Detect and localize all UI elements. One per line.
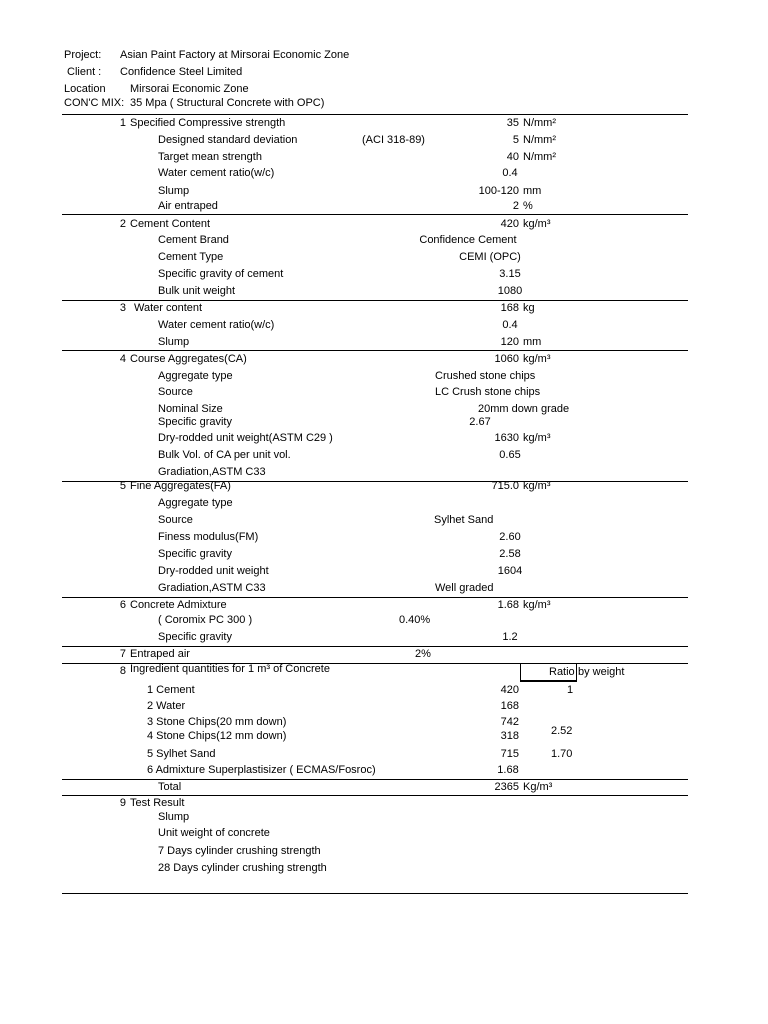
divider [62, 114, 688, 115]
row-label: Bulk Vol. of CA per unit vol. [158, 449, 291, 461]
row-value: Confidence Cement [419, 234, 517, 246]
row-label: Air entraped [158, 200, 218, 212]
row-value: 100-120 [478, 185, 519, 197]
section-unit: N/mm² [523, 117, 556, 129]
row-label: Dry-rodded unit weight(ASTM C29 ) [158, 432, 333, 444]
ingredient-value: 420 [500, 684, 519, 696]
section-value: 715.0 [491, 480, 519, 492]
divider [62, 214, 688, 215]
row-value: 2.67 [469, 416, 491, 428]
row-value: 40 [506, 151, 519, 163]
row-label: Cement Type [158, 251, 224, 263]
project-label: Project: [64, 49, 102, 61]
row-label: Gradiation,ASTM C33 [158, 582, 266, 594]
row-label: Cement Brand [158, 234, 229, 246]
row-value: 2.58 [499, 548, 521, 560]
ingredient-value: 1.68 [497, 764, 519, 776]
row-value: LC Crush stone chips [435, 386, 541, 398]
total-unit: Kg/m³ [523, 781, 553, 793]
row-label: Nominal Size [158, 403, 223, 415]
row-label: Slump [158, 811, 190, 823]
row-unit: N/mm² [523, 151, 556, 163]
section-unit: kg [523, 302, 535, 314]
ingredient-label: 3 Stone Chips(20 mm down) [147, 716, 287, 728]
row-unit: mm [523, 336, 542, 348]
section-number: 4 [119, 353, 126, 365]
section-title: Entraped air [130, 648, 190, 660]
ingredient-label: 2 Water [147, 700, 186, 712]
divider [62, 893, 688, 894]
row-value: Well graded [435, 582, 494, 594]
client-label: Client : [67, 66, 102, 78]
row-label: Unit weight of concrete [158, 827, 270, 839]
section-number: 3 [119, 302, 126, 314]
stone-chips-ratio: 2.52 [551, 725, 573, 737]
section-value: 1060 [494, 353, 519, 365]
row-label: Specific gravity of cement [158, 268, 284, 280]
row-value: 2 [512, 200, 519, 212]
ingredient-value: 742 [500, 716, 519, 728]
ingredient-label: 5 Sylhet Sand [147, 748, 216, 760]
divider [62, 795, 688, 796]
row-value: 5 [512, 134, 519, 146]
row-label: Source [158, 514, 193, 526]
section-unit: kg/m³ [523, 599, 551, 611]
section-number: 2 [119, 218, 126, 230]
row-value: 1.2 [502, 631, 518, 643]
row-reference: (ACI 318-89) [362, 134, 425, 146]
row-label: Source [158, 386, 193, 398]
section-number: 6 [119, 599, 126, 611]
row-value: 1080 [497, 285, 523, 297]
row-label: Specific gravity [158, 631, 232, 643]
section-title: Water content [134, 302, 203, 314]
section-value: 420 [500, 218, 519, 230]
section-title: Fine Aggregates(FA) [130, 480, 231, 492]
row-label: Finess modulus(FM) [158, 531, 259, 543]
row-label: Aggregate type [158, 370, 233, 382]
row-value: 0.65 [499, 449, 521, 461]
section-title: Cement Content [130, 218, 211, 230]
section-title: Specified Compressive strength [130, 117, 286, 129]
row-value: 1630 [494, 432, 519, 444]
ingredient-ratio: 1.70 [551, 748, 573, 760]
divider [62, 300, 688, 301]
row-value: 0.4 [502, 319, 518, 331]
mix-value: 35 Mpa ( Structural Concrete with OPC) [130, 97, 325, 109]
project-value: Asian Paint Factory at Mirsorai Economic Zone [120, 49, 350, 61]
section-value: 168 [500, 302, 519, 314]
ingredient-value: 318 [500, 730, 519, 742]
section-number: 5 [119, 480, 126, 492]
ingredient-value: 715 [500, 748, 519, 760]
section-title: Course Aggregates(CA) [130, 353, 247, 365]
row-label: Water cement ratio(w/c) [158, 167, 275, 179]
row-label: Gradiation,ASTM C33 [158, 466, 266, 478]
section-value: 2% [415, 648, 431, 660]
total-value: 2365 [494, 781, 519, 793]
ingredient-ratio: 1 [566, 684, 574, 696]
row-label: Target mean strength [158, 151, 262, 163]
row-label: Specific gravity [158, 416, 232, 428]
location-value: Mirsorai Economic Zone [130, 83, 249, 95]
section-title: Concrete Admixture [130, 599, 227, 611]
row-value: CEMI (OPC) [459, 251, 521, 263]
section-value: 35 [506, 117, 519, 129]
row-value: 120 [500, 336, 519, 348]
row-label: Dry-rodded unit weight [158, 565, 269, 577]
row-value: Crushed stone chips [435, 370, 536, 382]
section-title: Ingredient quantities for 1 m³ of Concrete [130, 663, 330, 675]
section-unit: kg/m³ [523, 480, 551, 492]
row-label: 28 Days cylinder crushing strength [158, 862, 327, 874]
ingredient-label: 6 Admixture Superplastisizer ( ECMAS/Fosroc) [147, 764, 376, 776]
section-number: 7 [119, 648, 126, 660]
row-value: 0.4 [502, 167, 518, 179]
row-value: 0.40% [399, 614, 431, 626]
row-unit: N/mm² [523, 134, 556, 146]
row-unit: % [523, 200, 533, 212]
row-value: 3.15 [499, 268, 521, 280]
divider [62, 646, 688, 647]
section-unit: kg/m³ [523, 218, 551, 230]
mix-label: CON'C MIX: [64, 97, 125, 109]
row-label: Aggregate type [158, 497, 233, 509]
row-unit: kg/m³ [523, 432, 551, 444]
row-value: 2.60 [499, 531, 521, 543]
location-label: Location [64, 83, 106, 95]
section-number: 8 [119, 665, 126, 677]
row-label: 7 Days cylinder crushing strength [158, 845, 321, 857]
ingredient-label: 4 Stone Chips(12 mm down) [147, 730, 287, 742]
row-label: Slump [158, 185, 190, 197]
ingredient-value: 168 [500, 700, 519, 712]
ratio-header-by-weight: by weight [578, 666, 625, 678]
row-unit: mm [523, 185, 542, 197]
row-label: ( Coromix PC 300 ) [158, 614, 253, 626]
divider [62, 597, 688, 598]
row-label: Designed standard deviation [158, 134, 298, 146]
section-title: Test Result [130, 797, 185, 809]
section-number: 9 [119, 797, 126, 809]
row-label: Bulk unit weight [158, 285, 236, 297]
total-label: Total [158, 781, 182, 793]
section-value: 1.68 [497, 599, 519, 611]
divider [62, 779, 688, 780]
row-label: Slump [158, 336, 190, 348]
divider [62, 350, 688, 351]
row-value: 20mm down grade [478, 403, 570, 415]
client-value: Confidence Steel Limited [120, 66, 243, 78]
ingredient-label: 1 Cement [147, 684, 195, 696]
ratio-header: Ratio [549, 666, 575, 678]
section-number: 1 [119, 117, 126, 129]
row-value: Sylhet Sand [434, 514, 494, 526]
row-value: 1604 [497, 565, 523, 577]
row-label: Specific gravity [158, 548, 232, 560]
section-unit: kg/m³ [523, 353, 551, 365]
row-label: Water cement ratio(w/c) [158, 319, 275, 331]
